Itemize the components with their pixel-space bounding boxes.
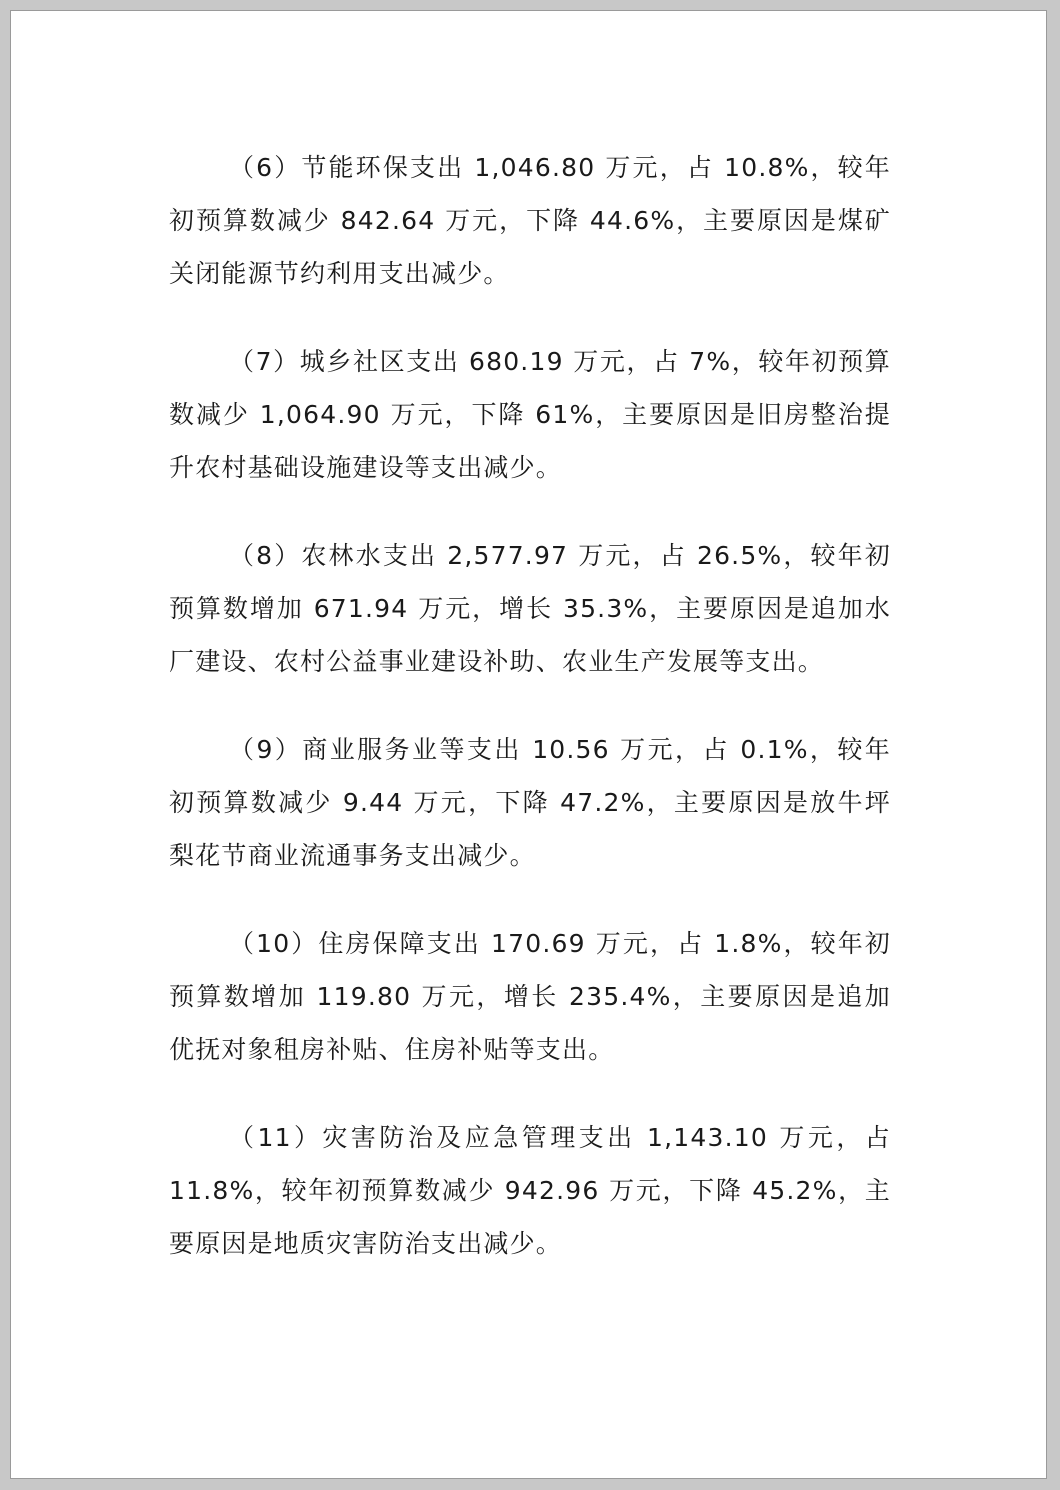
paragraph-10: （10）住房保障支出 170.69 万元，占 1.8%，较年初预算数增加 119.80 万元，增长 235.4%，主要原因是追加优抚对象租房补贴、住房补贴等支出。	[169, 929, 891, 1064]
paragraph-8: （8）农林水支出 2,577.97 万元，占 26.5%，较年初预算数增加 671.94 万元，增长 35.3%，主要原因是追加水厂建设、农村公益事业建设补助、农业生产发展等支出。	[169, 541, 891, 676]
paragraph-9: （9）商业服务业等支出 10.56 万元，占 0.1%，较年初预算数减少 9.44 万元，下降 47.2%，主要原因是放牛坪梨花节商业流通事务支出减少。	[169, 735, 891, 870]
paragraph-11: （11）灾害防治及应急管理支出 1,143.10 万元，占 11.8%，较年初预算数减少 942.96 万元，下降 45.2%，主要原因是地质灾害防治支出减少。	[169, 1123, 891, 1258]
paragraph-6: （6）节能环保支出 1,046.80 万元，占 10.8%，较年初预算数减少 842.64 万元，下降 44.6%，主要原因是煤矿关闭能源节约利用支出减少。	[169, 153, 891, 288]
paragraph-7: （7）城乡社区支出 680.19 万元，占 7%，较年初预算数减少 1,064.90 万元，下降 61%，主要原因是旧房整治提升农村基础设施建设等支出减少。	[169, 347, 891, 482]
document-page	[10, 10, 1047, 1479]
document-body	[169, 141, 891, 1305]
